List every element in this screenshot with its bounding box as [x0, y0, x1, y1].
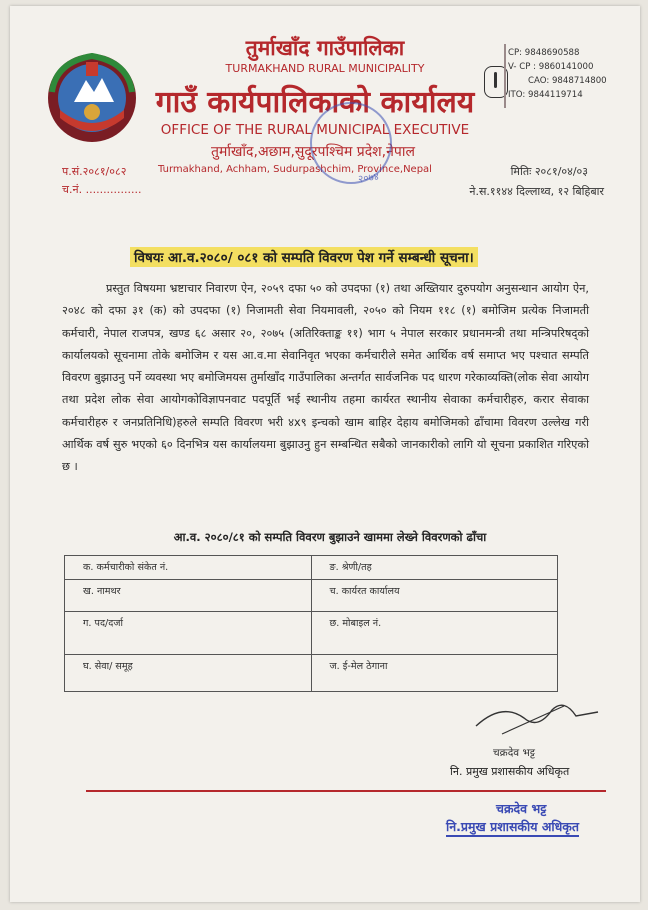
footer-divider — [86, 790, 606, 792]
contact-cao: CAO: 9848714800 — [528, 76, 607, 86]
address-nepali: तुर्माखाँद,अछाम,सुदूरपश्चिम प्रदेश,नेपाल — [211, 144, 415, 160]
contact-cp: CP: 9848690588 — [508, 48, 580, 58]
seal-name: चक्रदेव भट्ट — [496, 801, 547, 816]
table-cell: च. कार्यरत कार्यालय — [311, 580, 558, 612]
table-cell: क. कर्मचारीको संकेत नं. — [65, 556, 312, 580]
table-cell: ज. ई-मेल ठेगाना — [311, 655, 558, 692]
notice-body: प्रस्तुत विषयमा भ्रष्टाचार निवारण ऐन, २०५९ दफा ५० को उपदफा (१) तथा अख्तियार दुरुपयोग अनुसन्धान आयोग ऐन, २०४८ को दफा ३१ (क) को उपदफा (१) निजामती सेवा नियमावली, २०५० को नियम ११८ (१) बमोजिम प्रत्येक निजामती कर्मचारी, नेपाल राजपत्र, खण्ड ६८ असार २०, २०७५ (अतिरिक्ताङ्क ११) भाग ५ नेपाल सरकार प्रधानमन्त्री तथा मन्त्रिपरिषद्को कार्यालयको सूचनामा तोके बमोजिम र यस आ.व.मा सेवानिवृत भएका कर्मचारीले समेत आर्थिक वर्ष समाप्त भए पश्चात सम्पति विवरण बुझाउनु पर्ने व्यवस्था भए बमोजिमयस तुर्माखाँद गाउँपालिका अन्तर्गत सार्वजनिक पद धारण गरेकाव्यक्ति(लोक सेवा आयोग तथा प्रदेश लोक सेवा आयोगकोविज्ञापनवाट पदपूर्ति भई स्थानीय तहमा कार्यरत स्थानीय सेवाका कर्मचारीहरु, करार सेवाका कर्मचारीहरु र जनप्रतिनिधि)हरुले सम्पति विवरण भरी ४x९ इन्चको खाम बाहिर देहाय बमोजिमको ढाँचामा विवरण उल्लेख गरी आर्थिक वर्ष सुरु भएको ६० दिनभित्र यस कार्यालयमा बुझाउनु हुन सम्बन्धित सबैको जानकारीको लागि यो सूचना प्रकाशित गरिएको छ । — [62, 282, 589, 474]
envelope-format-title: आ.व. २०८०/८१ को सम्पति विवरण बुझाउने खाममा लेख्ने विवरणको ढाँचा — [173, 530, 487, 544]
municipality-name-english: TURMAKHAND RURAL MUNICIPALITY — [225, 62, 425, 75]
contact-numbers — [508, 46, 628, 102]
contact-vcp: V- CP : 9860141000 — [508, 62, 594, 72]
table-cell: ग. पद/दर्जा — [65, 612, 312, 655]
seal-title: नि.प्रमुख प्रशासकीय अधिकृत — [446, 818, 579, 837]
office-round-stamp — [310, 102, 392, 184]
table-cell: ङ. श्रेणी/तह — [311, 556, 558, 580]
reference-number: प.सं.२०८१/०८२ — [62, 165, 127, 178]
office-name-english: OFFICE OF THE RURAL MUNICIPAL EXECUTIVE — [160, 122, 470, 138]
date-bs: मितिः २०८१/०४/०३ — [510, 165, 588, 178]
subject-line: विषयः आ.व.२०८०/ ०८१ को सम्पति विवरण पेश गर्ने सम्बन्धी सूचना। — [130, 247, 478, 267]
municipality-name-nepali: तुर्माखाँद गाउँपालिका — [245, 36, 405, 60]
table-cell: छ. मोबाइल नं. — [311, 612, 558, 655]
table-row — [65, 655, 558, 692]
dispatch-number: च.नं. ................ — [62, 183, 142, 196]
table-row — [65, 556, 558, 580]
envelope-format-table — [64, 555, 558, 692]
table-row — [65, 580, 558, 612]
signatory-name: चक्रदेव भट्ट — [493, 747, 535, 759]
office-name-nepali: गाउँ कार्यपालिकाको कार्यालय — [155, 85, 475, 120]
stamp-number: २०७४ — [357, 171, 380, 186]
letter-page — [10, 6, 640, 902]
table-cell: घ. सेवा/ समूह — [65, 655, 312, 692]
table-cell: ख. नामथर — [65, 580, 312, 612]
table-row — [65, 612, 558, 655]
contact-ito: ITO: 9844119714 — [508, 90, 583, 100]
signatory-title: नि. प्रमुख प्रशासकीय अधिकृत — [450, 765, 570, 778]
contacts-divider — [504, 44, 506, 108]
handwritten-signature — [472, 696, 602, 746]
address-english: Turmakhand, Achham, Sudurpashchim, Province,Nepal — [158, 164, 432, 175]
date-nepal-sambat: ने.स.११४४ दिल्लाथ्व, १२ बिहिबार — [469, 185, 604, 198]
